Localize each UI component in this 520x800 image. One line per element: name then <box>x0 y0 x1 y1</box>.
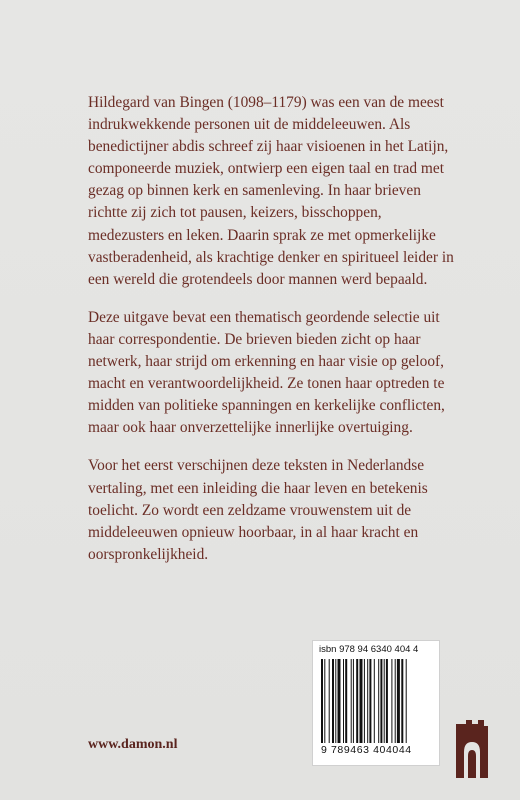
blurb-paragraph-3: Voor het eerst verschijnen deze teksten in Nederlandse vertaling, met een inleiding die haar leven en betekenis toelicht. Zo wordt een zeldzame vrouwenstem uit de middeleeuwen opnieuw hoorbaar, in al haar kracht en oorspronkelijkheid. <box>88 457 428 563</box>
blurb-paragraph-2: Deze uitgave bevat een thematisch geordende selectie uit haar correspondentie. De brieven bieden zicht op haar netwerk, haar strijd om erkenning en haar visie op geloof, macht en verantwoordelijkheid. Ze tonen haar optreden te midden van politieke spanningen en kerkelijke conflicten, maar ook haar onverzettelijke innerlijke overtuiging. <box>88 308 445 437</box>
isbn-barcode-box <box>312 640 440 766</box>
barcode-digits: 9 789463 404044 <box>321 744 412 756</box>
publisher-website: www.damon.nl <box>88 737 178 752</box>
blurb-text <box>88 92 458 582</box>
isbn-label: isbn 978 94 6340 404 4 <box>319 644 419 655</box>
blurb-paragraph-1: Hildegard van Bingen (1098–1179) was een van de meest indrukwekkende personen uit de middeleeuwen. Als benedictijner abdis schreef zij haar visioenen in het Latijn, componeerde muziek, ontwierp een eigen taal en trad met gezag op binnen kerk en samenleving. In haar brieven richtte zij zich tot pausen, keizers, bisschoppen, medezusters en leken. Daarin sprak ze met opmerkelijke vastberadenheid, als krachtige denker en spiritueel leider in een wereld die grotendeels door mannen werd bepaald. <box>88 94 454 288</box>
barcode <box>321 659 431 743</box>
damon-logo-icon <box>452 718 492 780</box>
